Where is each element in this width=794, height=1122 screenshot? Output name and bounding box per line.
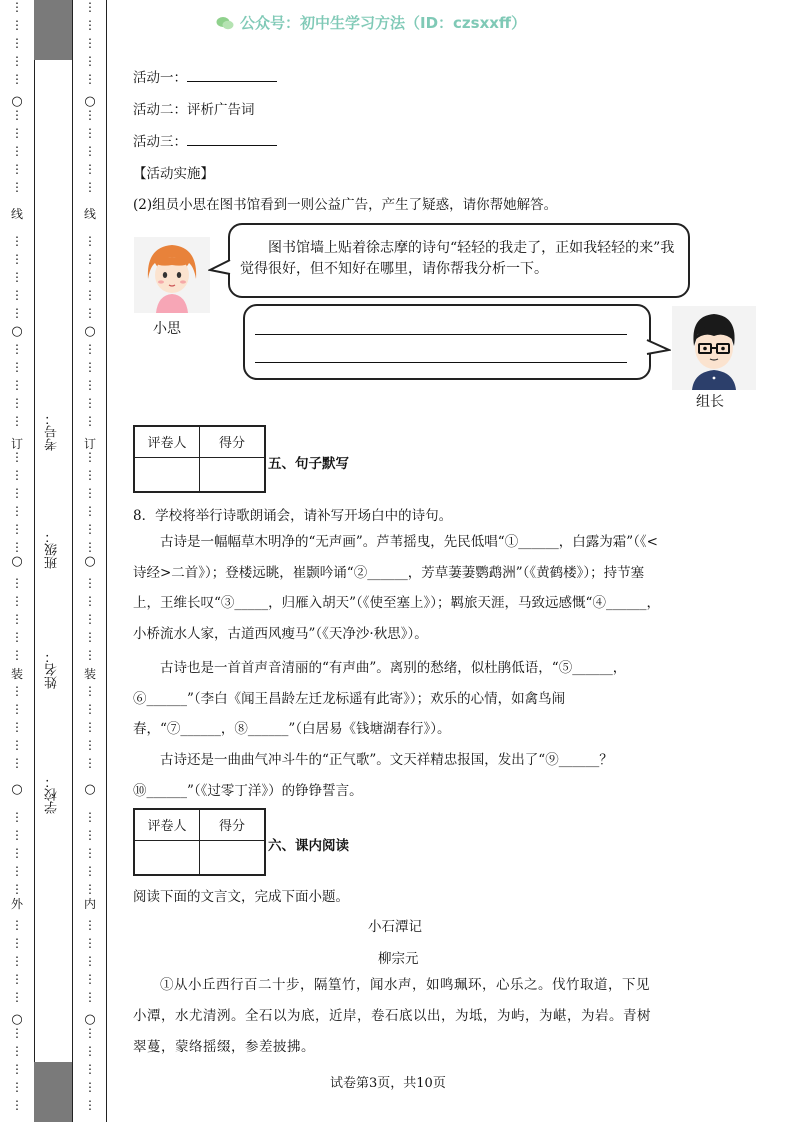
boy-avatar — [672, 306, 756, 390]
dot-mark: ⋮ — [84, 972, 96, 986]
dot-mark: ⋮ — [84, 450, 96, 464]
margin-gray-top — [34, 0, 72, 60]
girl-avatar — [134, 237, 210, 313]
score-cell[interactable] — [200, 840, 266, 875]
question-8: 8．学校将举行诗歌朗诵会，请补写开场白中的诗句。 — [133, 508, 453, 524]
dot-mark: ⋮ — [11, 288, 23, 302]
dot-mark: ⋮ — [84, 612, 96, 626]
bubble-tail-right — [645, 338, 671, 358]
grader-header: 评卷人 — [134, 426, 200, 457]
dot-mark: ⋮ — [84, 486, 96, 500]
article-paragraph-1: ①从小丘西行百二十步，隔篁竹，闻水声，如鸣珮环，心乐之。伐竹取道，下见小潭，水尤清洌。全石以为底，近岸，卷石底以出，为坻，为屿，为嵁，为岩。青树翠蔓，蒙络摇缀，参差披拂。 — [133, 977, 651, 1055]
dot-mark: ⋮ — [84, 54, 96, 68]
dot-mark: ⋮ — [11, 180, 23, 194]
dot-mark: ⋮ — [11, 306, 23, 320]
dot-mark: ⋮ — [84, 72, 96, 86]
dot-mark: ⋮ — [84, 846, 96, 860]
dot-mark: ⋮ — [84, 342, 96, 356]
dot-mark: ⋮ — [84, 108, 96, 122]
dot-mark: ⋮ — [11, 270, 23, 284]
dot-mark: ⋮ — [84, 18, 96, 32]
dot-mark: ⋮ — [11, 702, 23, 716]
grader-cell[interactable] — [134, 840, 200, 875]
grader-header: 评卷人 — [134, 809, 200, 840]
dot-mark: ⋮ — [11, 504, 23, 518]
outer-dotted-column — [7, 0, 27, 1122]
dot-mark: ⋮ — [11, 1080, 23, 1094]
dot-mark: ⋮ — [84, 702, 96, 716]
activity-3: 活动三： — [133, 130, 277, 150]
dot-mark: ⋮ — [84, 360, 96, 374]
wechat-icon — [216, 16, 234, 30]
binding-mark: 装 — [83, 667, 96, 681]
dot-mark: ⋮ — [11, 810, 23, 824]
binding-margin — [0, 0, 108, 1122]
dot-mark: ⋮ — [84, 1026, 96, 1040]
dot-mark: ⋮ — [84, 936, 96, 950]
dot-mark: ⋮ — [11, 630, 23, 644]
dot-mark: ⋮ — [11, 936, 23, 950]
answer-blank[interactable] — [187, 81, 277, 82]
dot-mark: ⋮ — [84, 1044, 96, 1058]
girl-speech-text: 图书馆墙上贴着徐志摩的诗句“轻轻的我走了，正如我轻轻的来”我觉得很好，但不知好在哪里，请你帮我分析一下。 — [240, 240, 675, 277]
binding-mark: 订 — [83, 437, 96, 451]
score-header: 得分 — [200, 426, 266, 457]
dot-mark: ⋮ — [11, 252, 23, 266]
dot-mark: ⋮ — [11, 234, 23, 248]
dot-mark: ⋮ — [84, 504, 96, 518]
dot-mark: ⋮ — [84, 954, 96, 968]
dot-mark: ⋮ — [11, 522, 23, 536]
grader-cell[interactable] — [134, 457, 200, 492]
dot-mark: ⋮ — [11, 144, 23, 158]
field-exam-number: 考号： — [45, 412, 60, 451]
dot-mark: ⋮ — [11, 396, 23, 410]
score-cell[interactable] — [200, 457, 266, 492]
dot-mark: ⋮ — [11, 450, 23, 464]
section5-paragraph-3: 古诗还是一曲曲气冲斗牛的“正气歌”。文天祥精忠报国，发出了“⑨______？⑩______”（《过零丁洋》）的铮铮誓言。 — [133, 752, 613, 799]
dot-mark: ⋮ — [84, 918, 96, 932]
page-footer: 试卷第3页，共10页 — [330, 1076, 446, 1091]
binding-mark: 线 — [10, 207, 23, 221]
dot-mark: ⋮ — [11, 18, 23, 32]
dot-mark: ⋮ — [84, 36, 96, 50]
question-2: (2)组员小思在图书馆看到一则公益广告，产生了疑惑，请你帮她解答。 — [133, 197, 558, 213]
binding-mark: 装 — [10, 667, 23, 681]
answer-speech-bubble — [243, 304, 651, 380]
binding-circle-icon: ○ — [11, 1012, 23, 1027]
dot-mark: ⋮ — [84, 882, 96, 896]
binding-mark: 内 — [83, 897, 96, 911]
dot-mark: ⋮ — [84, 396, 96, 410]
dot-mark: ⋮ — [84, 0, 96, 14]
girl-speech-bubble — [228, 223, 690, 298]
dot-mark: ⋮ — [11, 468, 23, 482]
binding-circle-icon: ○ — [11, 94, 23, 109]
binding-mark: 外 — [10, 897, 23, 911]
binding-circle-icon: ○ — [84, 324, 96, 339]
dot-mark: ⋮ — [84, 828, 96, 842]
reading-intro: 阅读下面的文言文，完成下面小题。 — [133, 889, 349, 905]
activity-1: 活动一： — [133, 66, 277, 86]
dot-mark: ⋮ — [11, 540, 23, 554]
dot-mark: ⋮ — [84, 684, 96, 698]
dot-mark: ⋮ — [11, 108, 23, 122]
dot-mark: ⋮ — [11, 954, 23, 968]
dot-mark: ⋮ — [11, 126, 23, 140]
field-class: 班级： — [45, 530, 60, 569]
section5-paragraph-2: 古诗也是一首首声音清丽的“有声曲”。离别的愁绪，似杜鹃低语，“⑤______，⑥______”（李白《闻王昌龄左迁龙标遥有此寄》）；欢乐的心情，如禽鸟闹春，“⑦______，⑧______”（白居易《钱塘湖春行》）。 — [133, 660, 627, 737]
section5-paragraph-1: 古诗是一幅幅草木明净的“无声画”。芦苇摇曳，先民低唱“①______，白露为霜”（《<诗经>二首》）；登楼远眺，崔颢吟诵“②______，芳草萋萋鹦鹉洲”（《黄鹤楼》）；持节塞上，王维长叹“③_____，归雁入胡天”（《使至塞上》）；羁旅天涯，马致远感慨“④______，小桥流水人家，古道西风瘦马”（《天净沙·秋思》）。 — [133, 534, 660, 642]
page-header: 公众号：初中生学习方法（ID：czsxxff） — [216, 12, 526, 33]
dot-mark: ⋮ — [11, 576, 23, 590]
dot-mark: ⋮ — [84, 414, 96, 428]
dot-mark: ⋮ — [11, 162, 23, 176]
binding-circle-icon: ○ — [84, 94, 96, 109]
dot-mark: ⋮ — [84, 1062, 96, 1076]
dot-mark: ⋮ — [11, 828, 23, 842]
dot-mark: ⋮ — [84, 648, 96, 662]
dot-mark: ⋮ — [11, 378, 23, 392]
dot-mark: ⋮ — [84, 576, 96, 590]
dot-mark: ⋮ — [84, 864, 96, 878]
article-title: 小石潭记 — [368, 919, 422, 935]
bubble-tail-left — [208, 258, 232, 278]
dot-mark: ⋮ — [84, 288, 96, 302]
dot-mark: ⋮ — [11, 972, 23, 986]
margin-gray-bottom — [34, 1062, 72, 1122]
dot-mark: ⋮ — [11, 594, 23, 608]
dot-mark: ⋮ — [11, 1044, 23, 1058]
score-table-6 — [133, 808, 266, 876]
binding-circle-icon: ○ — [11, 554, 23, 569]
dot-mark: ⋮ — [84, 738, 96, 752]
dot-mark: ⋮ — [84, 810, 96, 824]
dot-mark: ⋮ — [11, 738, 23, 752]
dot-mark: ⋮ — [11, 648, 23, 662]
dot-mark: ⋮ — [11, 1098, 23, 1112]
dot-mark: ⋮ — [84, 594, 96, 608]
answer-line-1[interactable] — [255, 334, 627, 335]
section-6-title: 六、课内阅读 — [268, 838, 349, 854]
dot-mark: ⋮ — [11, 72, 23, 86]
dot-mark: ⋮ — [84, 468, 96, 482]
dot-mark: ⋮ — [84, 630, 96, 644]
dot-mark: ⋮ — [11, 1062, 23, 1076]
binding-circle-icon: ○ — [84, 782, 96, 797]
dot-mark: ⋮ — [11, 360, 23, 374]
section-5-title: 五、句子默写 — [268, 456, 349, 472]
dot-mark: ⋮ — [84, 522, 96, 536]
dot-mark: ⋮ — [11, 990, 23, 1004]
dot-mark: ⋮ — [84, 144, 96, 158]
article-author: 柳宗元 — [378, 951, 419, 967]
dot-mark: ⋮ — [84, 1080, 96, 1094]
dot-mark: ⋮ — [84, 252, 96, 266]
dot-mark: ⋮ — [11, 918, 23, 932]
activity-2: 活动二：评析广告词 — [133, 102, 255, 118]
dot-mark: ⋮ — [11, 684, 23, 698]
activity-implementation: 【活动实施】 — [133, 166, 214, 182]
dot-mark: ⋮ — [11, 486, 23, 500]
dot-mark: ⋮ — [84, 990, 96, 1004]
binding-mark: 线 — [83, 207, 96, 221]
inner-dotted-column — [80, 0, 100, 1122]
field-name: 姓名： — [45, 650, 60, 689]
score-header: 得分 — [200, 809, 266, 840]
boy-name: 组长 — [696, 394, 724, 410]
dot-mark: ⋮ — [11, 342, 23, 356]
field-school: 学校： — [45, 775, 60, 814]
score-table-5 — [133, 425, 266, 493]
dot-mark: ⋮ — [11, 864, 23, 878]
dot-mark: ⋮ — [84, 720, 96, 734]
answer-blank[interactable] — [187, 145, 277, 146]
dot-mark: ⋮ — [11, 846, 23, 860]
binding-mark: 订 — [10, 437, 23, 451]
dot-mark: ⋮ — [11, 414, 23, 428]
dot-mark: ⋮ — [84, 234, 96, 248]
dot-mark: ⋮ — [11, 54, 23, 68]
binding-circle-icon: ○ — [11, 782, 23, 797]
dot-mark: ⋮ — [11, 756, 23, 770]
dot-mark: ⋮ — [11, 1026, 23, 1040]
dot-mark: ⋮ — [84, 378, 96, 392]
binding-circle-icon: ○ — [84, 1012, 96, 1027]
dot-mark: ⋮ — [11, 720, 23, 734]
dot-mark: ⋮ — [84, 180, 96, 194]
dot-mark: ⋮ — [84, 306, 96, 320]
dot-mark: ⋮ — [84, 126, 96, 140]
dot-mark: ⋮ — [84, 756, 96, 770]
dot-mark: ⋮ — [11, 612, 23, 626]
dot-mark: ⋮ — [11, 36, 23, 50]
dot-mark: ⋮ — [11, 882, 23, 896]
binding-circle-icon: ○ — [84, 554, 96, 569]
answer-line-2[interactable] — [255, 362, 627, 363]
dot-mark: ⋮ — [84, 1098, 96, 1112]
girl-name: 小思 — [153, 321, 181, 337]
dot-mark: ⋮ — [11, 0, 23, 14]
dot-mark: ⋮ — [84, 162, 96, 176]
dot-mark: ⋮ — [84, 270, 96, 284]
dot-mark: ⋮ — [84, 540, 96, 554]
binding-circle-icon: ○ — [11, 324, 23, 339]
